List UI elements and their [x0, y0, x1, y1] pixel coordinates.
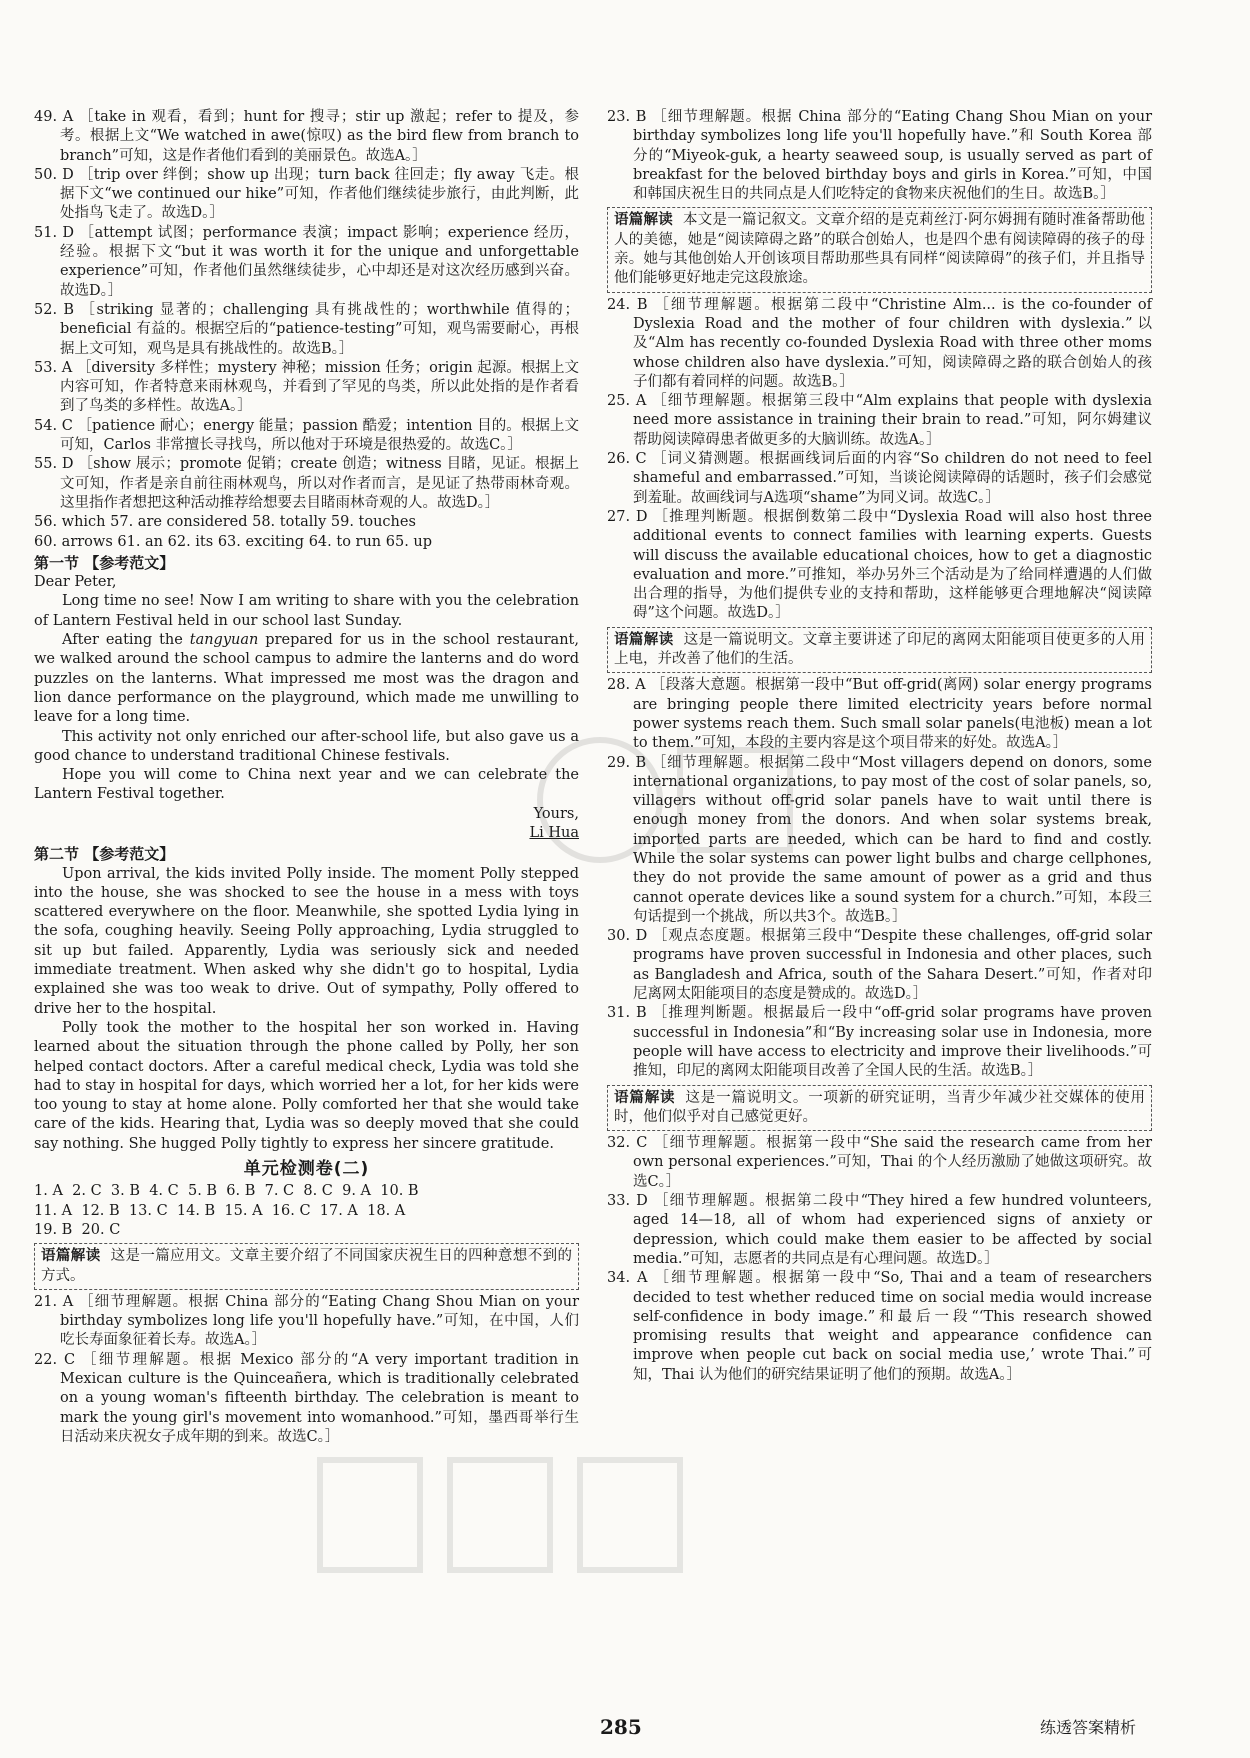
answer-explanation: 55. D ［show 展示；promote 促销；create 创造；witness 目睹，见证。根据上文可知，作者是亲自前往雨林观鸟，所以对作者而言，是见证了热带雨林奇观。这里指作者想把这种活动推荐给想要去目睹雨林奇观的人。故选D。］ — [34, 456, 579, 511]
section-2-heading: 第二节 【参考范文】 — [34, 845, 175, 864]
answer-explanation: 30. D ［观点态度题。根据第三段中“Despite these challenges, off-grid solar programs have proven successful in Indonesia and other places, such as Bangladesh and Africa, south of the Sahara Desert.”可知，作者对印尼离网太阳能项目的态度是赞成的。故选D。］ — [607, 928, 1152, 1003]
answer-list — [607, 1134, 1152, 1385]
passage-note-box — [607, 1085, 1152, 1132]
letter-paragraph-1: Long time no see! Now I am writing to share with you the celebration of Lantern Festival held in our school last Sunday. — [34, 593, 579, 629]
passage-note-text: 这是一篇说明文。文章主要讲述了印尼的离网太阳能项目使更多的人用上电，并改善了他们的生活。 — [614, 631, 1146, 668]
answer-explanation: 21. A ［细节理解题。根据 China 部分的“Eating Chang Shou Mian on your birthday symbolizes long life you'll hopefully have.”可知，在中国，人们吃长寿面象征着长寿。故选A。］ — [34, 1293, 579, 1349]
answer-explanation: 34. A ［细节理解题。根据第一段中“So, Thai and a team of researchers decided to test whether reduced time on social media would increase self-confidence in body image.”和最后一段“‘This research showed promising results that weight and appearance confidence can improve when people cut back on social media use,’ wrote Thai.”可知，Thai 认为他们的研究结果证明了他们的预期。故选A。］ — [607, 1270, 1152, 1383]
answer-list — [607, 296, 1152, 624]
left-column — [34, 108, 579, 1447]
answer-explanation: 25. A ［细节理解题。根据第三段中“Alm explains that people with dyslexia need more assistance in training their brain to read.”可知，阿尔姆建议帮助阅读障碍患者做更多的大脑训练。故选A。］ — [607, 393, 1152, 448]
letter-paragraph-4: Hope you will come to China next year and we can celebrate the Lantern Festival together. — [34, 767, 579, 803]
right-column — [607, 108, 1152, 1385]
passage-note-label: 语篇解读 — [614, 212, 674, 229]
letter-salutation: Dear Peter, — [34, 574, 117, 591]
letter-signature: Li Hua — [529, 824, 579, 841]
passage-note-box — [607, 627, 1152, 674]
passage-note-box — [607, 207, 1152, 292]
answer-explanation: 53. A ［diversity 多样性；mystery 神秘；mission 任务；origin 起源。根据上文内容可知，作者特意来雨林观鸟，并看到了罕见的鸟类，所以此处指的是作者看到了鸟类的多样性。故选A。］ — [34, 359, 579, 415]
story-paragraph-1: Upon arrival, the kids invited Polly inside. The moment Polly stepped into the house, she was shocked to see the house in a mess with toys scattered everywhere on the floor. Meanwhile, she spotted Lydia lying in the sofa, coughing heavily. Seeing Polly approaching, Lydia struggled to sit up but failed. Apparently, Lydia was seriously sick and needed immediate treatment. When asked why she didn't go to hospital, Lydia explained she was too weak to drive. Out of sympathy, Polly offered to drive her to the hospital. — [34, 865, 579, 1017]
letter-paragraph-2: After eating the tangyuan prepared for us in the school restaurant, we walked around the school campus to admire the lanterns and do word puzzles on the lanterns. What impressed me most was the dragon and lion dance performance on the playground, which made me unwilling to leave for a long time. — [34, 632, 579, 726]
answer-explanation: 28. A ［段落大意题。根据第一段中“But off-grid(离网) solar energy programs are bringing people there limited electricity years before normal power systems reach them. Such small solar panels(电池板) mean a lot to them.”可知，本段的主要内容是这个项目带来的好处。故选A。］ — [607, 677, 1152, 752]
page — [34, 108, 1154, 1698]
fill-answers-line-2: 60. arrows 61. an 62. its 63. exciting 64. to run 65. up — [34, 533, 433, 550]
answer-explanation: 23. B ［细节理解题。根据 China 部分的“Eating Chang Shou Mian on your birthday symbolizes long life you'll hopefully have.”和 South Korea 部分的“Miyeok-guk, a hearty seaweed soup, is usually served as part of breakfast for the beloved birthday boys and girls in Korea.”可知，中国和韩国庆祝生日的共同点是人们吃特定的食物来庆祝他们的生日。故选B。］ — [607, 109, 1152, 203]
answer-list — [34, 108, 579, 513]
passage-note-box — [34, 1243, 579, 1290]
passage-note-label: 语篇解读 — [41, 1248, 101, 1265]
mc-answers-line-3: 19. B 20. C — [34, 1221, 121, 1238]
fill-answers-line-1: 56. which 57. are considered 58. totally 59. touches — [34, 514, 416, 531]
model-letter — [34, 573, 579, 843]
answer-explanation: 51. D ［attempt 试图；performance 表演；impact 影响；experience 经历，经验。根据下文“but it was worth it for the unique and unforgettable experience”可知，作者他们虽然继续徒步，心中却还是对这次经历感到兴奋。故选D。］ — [34, 224, 579, 299]
answer-explanation: 52. B ［striking 显著的；challenging 具有挑战性的；worthwhile 值得的；beneficial 有益的。根据空后的“patience-testing”可知，观鸟需要耐心，再根据上文可知，观鸟是具有挑战性的。故选B。］ — [34, 301, 579, 357]
answer-list — [34, 1293, 579, 1447]
page-number: 285 — [600, 1715, 642, 1739]
answer-explanation: 33. D ［细节理解题。根据第二段中“They hired a few hundred volunteers, aged 14—18, all of whom had experienced signs of anxiety or depression, which could make them easier to be affected by social media.”可知，志愿者的共同点是有心理问题。故选D。］ — [607, 1193, 1152, 1267]
letter-paragraph-3: This activity not only enriched our after-school life, but also gave us a good chance to understand traditional Chinese festivals. — [34, 728, 579, 764]
answer-list — [607, 108, 1152, 204]
answer-explanation: 27. D ［推理判断题。根据倒数第二段中“Dyslexia Road will also host three additional events to connect families with learning experts. Guests will discuss the available educational choices, how to get a diagnostic evaluation and more.”可推知，举办另外三个活动是为了给同样遭遇的人们做出合理的指导，为他们提供专业的支持和帮助，这样能够更合理地解决“阅读障碍”这个问题。故选D。］ — [607, 508, 1152, 622]
unit-title: 单元检测卷(二) — [243, 1159, 370, 1180]
passage-note-text: 这是一篇说明文。一项新的研究证明，当青少年减少社交媒体的使用时，他们似乎对自己感觉更好。 — [614, 1089, 1146, 1125]
passage-note-text: 本文是一篇记叙文。文章介绍的是克莉丝汀·阿尔姆拥有随时准备帮助他人的美德，她是“阅读障碍之路”的联合创始人，也是四个患有阅读障碍的孩子的母亲。她与其他创始人开创该项目帮助那些具有同样“阅读障碍”的孩子们，并且指导他们能够更好地走完这段旅途。 — [614, 212, 1146, 287]
answer-explanation: 50. D ［trip over 绊倒；show up 出现；turn back 往回走；fly away 飞走。根据下文“we continued our hike”可知，作者他们继续徒步旅行，由此判断，此处指鸟飞走了。故选D。］ — [34, 166, 579, 222]
passage-note-label: 语篇解读 — [614, 631, 674, 648]
mc-answers-line-2: 11. A 12. B 13. C 14. B 15. A 16. C 17. A 18. A — [34, 1202, 406, 1219]
answer-list — [607, 676, 1152, 1081]
model-story — [34, 865, 579, 1154]
answer-explanation: 29. B ［细节理解题。根据第二段中“Most villagers depend on donors, some international organizations, to pay most of the cost of solar panels, so, villagers without off-grid solar panels have to wait until there is enough money from the donors. And when solar systems break, imported parts are needed, which can be hard to find and costly. While the solar systems can power light bulbs and charge cellphones, they do not provide the same amount of power as a grid and thus cannot operate devices like a sound system for a church.”可知，本段三句话提到一个挑战，所以共3个。故选B。］ — [607, 754, 1152, 925]
section-1-heading: 第一节 【参考范文】 — [34, 553, 175, 572]
answer-explanation: 22. C ［细节理解题。根据 Mexico 部分的“A very important tradition in Mexican culture is the Quinceañera, which is traditionally celebrated on a young woman's fifteenth birthday. The celebration is meant to mark the young girl's movement into womanhood.”可知，墨西哥举行生日活动来庆祝女子成年期的到来。故选C。］ — [34, 1351, 579, 1445]
passage-note-label: 语篇解读 — [614, 1089, 676, 1106]
answer-explanation: 26. C ［词义猜测题。根据画线词后面的内容“So children do not need to feel shameful and embarrassed.”可知，当谈论阅读障碍的话题时，孩子们会感觉到羞耻。故画线词与A选项“shame”为同义词。故选C。］ — [607, 451, 1152, 506]
answer-explanation: 32. C ［细节理解题。根据第一段中“She said the research came from her own personal experiences.”可知，Thai 的个人经历激励了她做这项研究。故选C。］ — [607, 1135, 1152, 1190]
letter-closing: Yours, — [533, 805, 579, 822]
passage-note-text: 这是一篇应用文。文章主要介绍了不同国家庆祝生日的四种意想不到的方式。 — [41, 1248, 573, 1284]
answer-explanation: 24. B ［细节理解题。根据第二段中“Christine Alm... is the co-founder of Dyslexia Road and the mother of four children with dyslexia.”以及“Alm has recently co-founded Dyslexia Road with three other moms whose children also have dyslexia.”可知，阅读障碍之路的联合创始人的孩子们都有着同样的问题。故选B。］ — [607, 296, 1152, 390]
mc-answers-line-1: 1. A 2. C 3. B 4. C 5. B 6. B 7. C 8. C 9. A 10. B — [34, 1183, 419, 1200]
answer-explanation: 31. B ［推理判断题。根据最后一段中“off-grid solar programs have proven successful in Indonesia”和“By increasing solar use in Indonesia, more people will have access to electricity and improve their livelihoods.”可推知，印尼的离网太阳能项目改善了全国人民的生活。故选B。］ — [607, 1005, 1152, 1080]
answer-explanation: 49. A ［take in 观看，看到；hunt for 搜寻；stir up 激起；refer to 提及，参考。根据上文“We watched in awe(惊叹) as the bird flew from branch to branch”可知，这是作者他们看到的美丽景色。故选A。］ — [34, 109, 579, 164]
story-paragraph-2: Polly took the mother to the hospital her son worked in. Having learned about the situation through the phone called by Polly, her son helped contact doctors. After a careful medical check, Lydia was told she had to stay in hospital for days, which worried her a lot, for her kids were too young to stay at home alone. Polly comforted her that she would take care of the kids. Hearing that, Lydia was so deeply moved that she could say nothing. She hugged Polly tightly to express her sincere gratitude. — [34, 1019, 579, 1152]
footer-label: 练透答案精析 — [1040, 1718, 1137, 1737]
answer-explanation: 54. C ［patience 耐心；energy 能量；passion 酷爱；intention 目的。根据上文可知，Carlos 非常擅长寻找鸟，所以他对于环境是很热爱的。故选C。］ — [34, 417, 579, 454]
